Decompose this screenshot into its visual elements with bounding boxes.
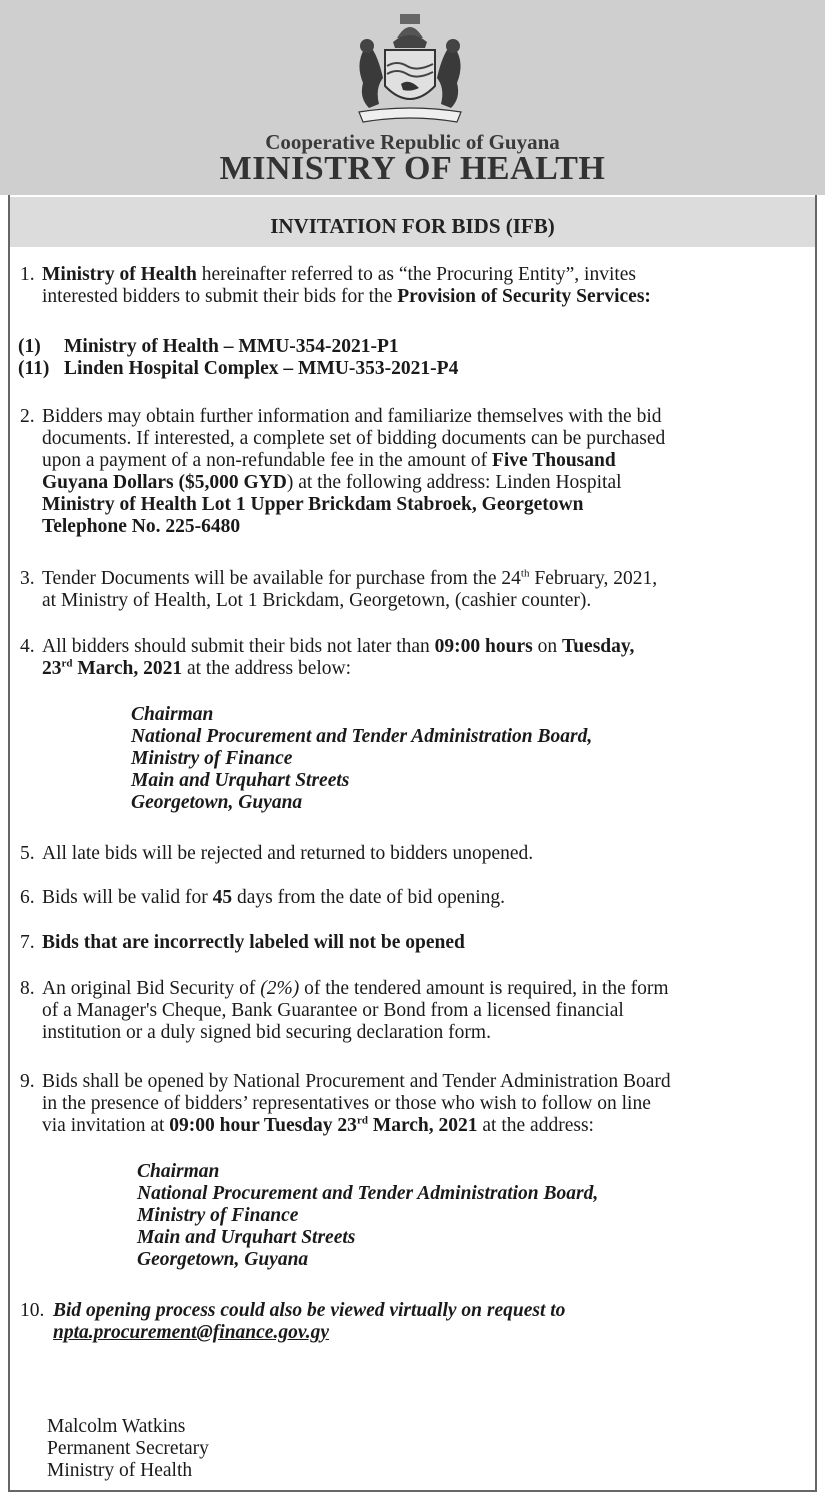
item-8-text bbox=[42, 978, 817, 1044]
item-8-number: 8. bbox=[20, 978, 35, 999]
procuring-entity-name: Ministry of Health bbox=[42, 264, 197, 285]
deadline-day: Tuesday, bbox=[561, 636, 635, 657]
item-7-text: Bids that are incorrectly labeled will not be opened bbox=[42, 932, 465, 953]
item-10-line1: Bid opening process could also be viewed virtually on request to bbox=[53, 1300, 566, 1321]
ministry-address: Ministry of Health Lot 1 Upper Brickdam Stabroek, Georgetown bbox=[42, 494, 584, 515]
address-line: Main and Urquhart Streets bbox=[137, 1227, 356, 1248]
service-name: Provision of Security Services: bbox=[397, 286, 651, 307]
item-1-line1: hereinafter referred to as “the Procuring Entity”, invites bbox=[196, 264, 637, 285]
bid-security-percent: (2%) bbox=[260, 978, 300, 999]
ministry-name: MINISTRY OF HEALTH bbox=[219, 150, 606, 187]
email-link[interactable]: npta.procurement@finance.gov.gy bbox=[53, 1322, 330, 1343]
address-line: Georgetown, Guyana bbox=[131, 792, 303, 813]
item-4-text bbox=[42, 636, 817, 680]
address-line: Georgetown, Guyana bbox=[137, 1249, 309, 1270]
address-line: Ministry of Finance bbox=[131, 748, 293, 769]
item-4-on: on bbox=[532, 636, 562, 657]
item-4-line2: at the address below: bbox=[182, 658, 352, 679]
item-9-line2: in the presence of bidders’ representatives or those who wish to follow on line bbox=[42, 1093, 651, 1114]
item-2-line1: Bidders may obtain further information and familiarize themselves with the bid bbox=[42, 406, 662, 427]
item-4-number: 4. bbox=[20, 636, 35, 657]
deadline-day-number: 23 bbox=[42, 658, 62, 679]
item-1-number: 1. bbox=[20, 264, 35, 285]
item-4-line1: All bidders should submit their bids not later than bbox=[42, 636, 435, 657]
submission-address bbox=[131, 704, 592, 814]
item-2-line4: ) at the following address: Linden Hospital bbox=[286, 472, 622, 493]
item-2-number: 2. bbox=[20, 406, 35, 427]
item-1-line2: interested bidders to submit their bids for the bbox=[42, 286, 398, 307]
ordinal-suffix: rd bbox=[356, 1114, 368, 1127]
address-line: National Procurement and Tender Administration Board, bbox=[131, 726, 593, 747]
opening-address bbox=[137, 1161, 598, 1271]
item-8-line1: An original Bid Security of bbox=[42, 978, 261, 999]
notice-title: INVITATION FOR BIDS (IFB) bbox=[270, 214, 555, 238]
item-9-line3: via invitation at bbox=[42, 1115, 170, 1136]
item-3-number: 3. bbox=[20, 568, 35, 589]
lot-1-number: (1) bbox=[18, 336, 41, 357]
ordinal-suffix: rd bbox=[61, 657, 73, 670]
item-5-text: All late bids will be rejected and returned to bidders unopened. bbox=[42, 843, 534, 864]
item-6-part: Bids will be valid for bbox=[42, 887, 213, 908]
signatory-name: Malcolm Watkins bbox=[47, 1416, 186, 1437]
item-8-line3: institution or a duly signed bid securing declaration form. bbox=[42, 1022, 491, 1043]
address-line: Chairman bbox=[131, 704, 214, 725]
item-8-line2: of a Manager's Cheque, Bank Guarantee or Bond from a licensed financial bbox=[42, 1000, 624, 1021]
item-9-text bbox=[42, 1071, 817, 1137]
item-10-number: 10. bbox=[20, 1300, 45, 1321]
item-3-text bbox=[42, 568, 817, 612]
item-3-line2: at Ministry of Health, Lot 1 Brickdam, Georgetown, (cashier counter). bbox=[42, 590, 592, 611]
lot-2-number: (11) bbox=[18, 358, 50, 379]
fee-amount-words: Five Thousand bbox=[491, 450, 616, 471]
item-1-text bbox=[42, 264, 812, 308]
validity-days: 45 bbox=[212, 887, 233, 908]
lot-2-text: Linden Hospital Complex – MMU-353-2021-P4 bbox=[64, 358, 459, 379]
item-2-line3: upon a payment of a non-refundable fee in the amount of bbox=[42, 450, 492, 471]
item-2-line2: documents. If interested, a complete set of bidding documents can be purchased bbox=[42, 428, 666, 449]
address-line: Chairman bbox=[137, 1161, 220, 1182]
signature-block bbox=[47, 1416, 209, 1482]
lot-1-text: Ministry of Health – MMU-354-2021-P1 bbox=[64, 336, 399, 357]
ordinal-suffix: th bbox=[520, 567, 530, 580]
item-3-date: February, 2021, bbox=[529, 568, 658, 589]
item-9-line1: Bids shall be opened by National Procurement and Tender Administration Board bbox=[42, 1071, 671, 1092]
item-9-line3-end: at the address: bbox=[477, 1115, 594, 1136]
item-3-line1: Tender Documents will be available for purchase from the 24 bbox=[42, 568, 521, 589]
item-6-number: 6. bbox=[20, 887, 35, 908]
address-line: Ministry of Finance bbox=[137, 1205, 299, 1226]
item-5-number: 5. bbox=[20, 843, 35, 864]
signatory-title: Permanent Secretary bbox=[47, 1438, 209, 1459]
item-6-text bbox=[42, 887, 505, 909]
signatory-organization: Ministry of Health bbox=[47, 1460, 193, 1481]
fee-amount: Guyana Dollars ($5,000 GYD bbox=[42, 472, 287, 493]
opening-time: 09:00 hour Tuesday 23 bbox=[169, 1115, 357, 1136]
republic-name: Cooperative Republic of Guyana bbox=[265, 130, 560, 154]
deadline-date: March, 2021 bbox=[72, 658, 183, 679]
item-8-line1-end: of the tendered amount is required, in the form bbox=[299, 978, 669, 999]
opening-date: March, 2021 bbox=[367, 1115, 478, 1136]
item-6-part: days from the date of bid opening. bbox=[232, 887, 506, 908]
address-line: National Procurement and Tender Administration Board, bbox=[137, 1183, 599, 1204]
item-2-text bbox=[42, 406, 817, 538]
item-10-text bbox=[53, 1300, 813, 1344]
item-7-number: 7. bbox=[20, 932, 35, 953]
telephone-number: Telephone No. 225-6480 bbox=[42, 516, 241, 537]
address-line: Main and Urquhart Streets bbox=[131, 770, 350, 791]
deadline-time: 09:00 hours bbox=[434, 636, 533, 657]
item-9-number: 9. bbox=[20, 1071, 35, 1092]
coat-of-arms-icon bbox=[345, 8, 475, 126]
